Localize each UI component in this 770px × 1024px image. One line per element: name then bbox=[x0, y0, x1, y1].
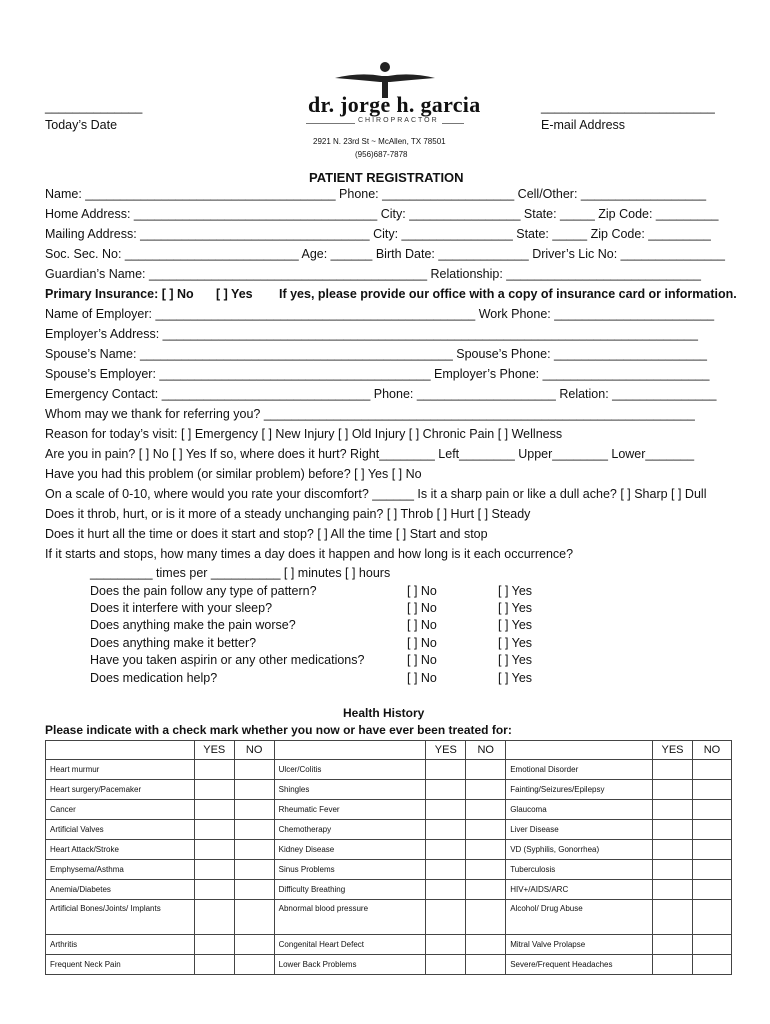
employer-line[interactable]: Name of Employer: ______________________________________________ Work Phone: _______________________ bbox=[45, 307, 715, 321]
condition-label: Liver Disease bbox=[506, 820, 653, 840]
no-checkbox[interactable] bbox=[466, 900, 506, 935]
question-no[interactable]: [ ] No bbox=[407, 618, 437, 632]
condition-label: Severe/Frequent Headaches bbox=[506, 955, 653, 975]
no-checkbox[interactable] bbox=[692, 955, 731, 975]
email-label: E-mail Address bbox=[541, 118, 626, 132]
condition-label: Chemotherapy bbox=[274, 820, 426, 840]
condition-label: Emotional Disorder bbox=[506, 760, 653, 780]
no-checkbox[interactable] bbox=[692, 840, 731, 860]
question-yes[interactable]: [ ] Yes bbox=[498, 618, 533, 632]
occurrence-question: If it starts and stops, how many times a day does it happen and how long is it each occurrence? bbox=[45, 547, 574, 561]
logo-subtitle: CHIROPRACTOR bbox=[355, 117, 442, 124]
no-checkbox[interactable] bbox=[466, 860, 506, 880]
form-title: PATIENT REGISTRATION bbox=[309, 170, 464, 185]
question-no[interactable]: [ ] No bbox=[407, 636, 437, 650]
yes-checkbox[interactable] bbox=[194, 840, 234, 860]
yes-checkbox[interactable] bbox=[653, 860, 693, 880]
guardian-line[interactable]: Guardian’s Name: ________________________________________ Relationship: ____________________________ bbox=[45, 267, 701, 281]
table-row bbox=[46, 935, 732, 955]
condition-label: Abnormal blood pressure bbox=[274, 900, 426, 935]
pain-location-line[interactable]: Are you in pain? [ ] No [ ] Yes If so, where does it hurt? Right________ Left________ Upper________ Lower_______ bbox=[45, 447, 695, 461]
no-checkbox[interactable] bbox=[466, 820, 506, 840]
yes-checkbox[interactable] bbox=[653, 760, 693, 780]
question-no[interactable]: [ ] No bbox=[407, 584, 437, 598]
no-checkbox[interactable] bbox=[692, 760, 731, 780]
table-row bbox=[46, 900, 732, 935]
problem-before-line[interactable]: Have you had this problem (or similar problem) before? [ ] Yes [ ] No bbox=[45, 467, 422, 481]
question-yes[interactable]: [ ] Yes bbox=[498, 671, 533, 685]
pain-frequency-line[interactable]: Does it hurt all the time or does it start and stop? [ ] All the time [ ] Start and stop bbox=[45, 527, 488, 541]
no-checkbox[interactable] bbox=[234, 935, 274, 955]
question-text: Does anything make the pain worse? bbox=[90, 618, 296, 632]
no-checkbox[interactable] bbox=[234, 955, 274, 975]
condition-label: Heart surgery/Pacemaker bbox=[46, 780, 195, 800]
condition-label: Artificial Valves bbox=[46, 820, 195, 840]
no-checkbox[interactable] bbox=[692, 820, 731, 840]
yes-checkbox[interactable] bbox=[426, 840, 466, 860]
ssn-line[interactable]: Soc. Sec. No: _________________________ Age: ______ Birth Date: _____________ Driver’s Lic No: _______________ bbox=[45, 247, 725, 261]
yes-checkbox[interactable] bbox=[194, 955, 234, 975]
name-line[interactable]: Name: ____________________________________ Phone: ___________________ Cell/Other: __________________ bbox=[45, 187, 707, 201]
yes-checkbox[interactable] bbox=[426, 760, 466, 780]
no-checkbox[interactable] bbox=[234, 900, 274, 935]
question-yes[interactable]: [ ] Yes bbox=[498, 636, 533, 650]
table-row bbox=[46, 860, 732, 880]
question-no[interactable]: [ ] No bbox=[407, 653, 437, 667]
table-row bbox=[46, 840, 732, 860]
table-row bbox=[46, 780, 732, 800]
yes-checkbox[interactable] bbox=[653, 780, 693, 800]
no-header: NO bbox=[692, 741, 731, 760]
yes-checkbox[interactable] bbox=[194, 820, 234, 840]
no-checkbox[interactable] bbox=[466, 935, 506, 955]
no-checkbox[interactable] bbox=[234, 780, 274, 800]
condition-label: Rheumatic Fever bbox=[274, 800, 426, 820]
question-text: Does medication help? bbox=[90, 671, 218, 685]
yes-checkbox[interactable] bbox=[426, 780, 466, 800]
yes-header: YES bbox=[653, 741, 693, 760]
employer-address-line[interactable]: Employer’s Address: _____________________________________________________________________________ bbox=[45, 327, 698, 341]
condition-label: Mitral Valve Prolapse bbox=[506, 935, 653, 955]
insurance-yes[interactable]: [ ] Yes bbox=[216, 287, 253, 301]
condition-label: Congenital Heart Defect bbox=[274, 935, 426, 955]
yes-checkbox[interactable] bbox=[653, 900, 693, 935]
condition-label: Anemia/Diabetes bbox=[46, 880, 195, 900]
yes-checkbox[interactable] bbox=[653, 840, 693, 860]
no-checkbox[interactable] bbox=[234, 820, 274, 840]
spouse-employer-line[interactable]: Spouse’s Employer: _______________________________________ Employer’s Phone: ________________________ bbox=[45, 367, 710, 381]
pain-type-line[interactable]: Does it throb, hurt, or is it more of a steady unchanging pain? [ ] Throb [ ] Hurt [ ] Steady bbox=[45, 507, 531, 521]
no-checkbox[interactable] bbox=[234, 880, 274, 900]
visit-reason-line[interactable]: Reason for today’s visit: [ ] Emergency [ ] New Injury [ ] Old Injury [ ] Chronic Pain [ ] Wellness bbox=[45, 427, 563, 441]
condition-label: Tuberculosis bbox=[506, 860, 653, 880]
condition-label: Heart Attack/Stroke bbox=[46, 840, 195, 860]
table-header-row bbox=[46, 741, 732, 760]
table-row bbox=[46, 880, 732, 900]
yes-checkbox[interactable] bbox=[426, 860, 466, 880]
condition-label: Lower Back Problems bbox=[274, 955, 426, 975]
no-checkbox[interactable] bbox=[466, 760, 506, 780]
condition-label: HIV+/AIDS/ARC bbox=[506, 880, 653, 900]
times-per-line[interactable]: _________ times per __________ [ ] minutes [ ] hours bbox=[90, 566, 391, 580]
condition-label: Emphysema/Asthma bbox=[46, 860, 195, 880]
no-checkbox[interactable] bbox=[692, 860, 731, 880]
no-checkbox[interactable] bbox=[234, 760, 274, 780]
home-address-line[interactable]: Home Address: ___________________________________ City: ________________ State: _____ Zip Code: _________ bbox=[45, 207, 719, 221]
yes-checkbox[interactable] bbox=[426, 900, 466, 935]
yes-checkbox[interactable] bbox=[194, 780, 234, 800]
yes-checkbox[interactable] bbox=[426, 935, 466, 955]
mailing-address-line[interactable]: Mailing Address: _________________________________ City: ________________ State: _____ Zip Code: _________ bbox=[45, 227, 711, 241]
condition-label: Arthritis bbox=[46, 935, 195, 955]
no-checkbox[interactable] bbox=[692, 900, 731, 935]
yes-checkbox[interactable] bbox=[194, 800, 234, 820]
yes-checkbox[interactable] bbox=[653, 935, 693, 955]
question-yes[interactable]: [ ] Yes bbox=[498, 601, 533, 615]
question-no[interactable]: [ ] No bbox=[407, 601, 437, 615]
condition-label: Shingles bbox=[274, 780, 426, 800]
pain-scale-line[interactable]: On a scale of 0-10, where would you rate your discomfort? ______ Is it a sharp pain or like a dull ache? [ ] Sharp [ ] Dull bbox=[45, 487, 707, 501]
no-header: NO bbox=[234, 741, 274, 760]
yes-checkbox[interactable] bbox=[426, 955, 466, 975]
no-checkbox[interactable] bbox=[234, 800, 274, 820]
office-address: 2921 N. 23rd St ~ McAllen, TX 78501 bbox=[313, 137, 446, 146]
no-checkbox[interactable] bbox=[466, 800, 506, 820]
yes-checkbox[interactable] bbox=[426, 800, 466, 820]
table-row bbox=[46, 760, 732, 780]
no-checkbox[interactable] bbox=[466, 780, 506, 800]
no-header: NO bbox=[466, 741, 506, 760]
email-blank[interactable]: _________________________ bbox=[541, 100, 715, 114]
yes-checkbox[interactable] bbox=[653, 955, 693, 975]
no-checkbox[interactable] bbox=[234, 860, 274, 880]
yes-checkbox[interactable] bbox=[194, 860, 234, 880]
yes-checkbox[interactable] bbox=[426, 820, 466, 840]
yes-checkbox[interactable] bbox=[653, 880, 693, 900]
condition-label: Artificial Bones/Joints/ Implants bbox=[46, 900, 195, 935]
office-phone: (956)687-7878 bbox=[355, 150, 408, 159]
table-row bbox=[46, 800, 732, 820]
no-checkbox[interactable] bbox=[234, 840, 274, 860]
question-yes[interactable]: [ ] Yes bbox=[498, 653, 533, 667]
yes-checkbox[interactable] bbox=[653, 820, 693, 840]
date-label: Today’s Date bbox=[45, 118, 118, 132]
health-history-title: Health History bbox=[343, 706, 425, 720]
yes-checkbox[interactable] bbox=[194, 880, 234, 900]
no-checkbox[interactable] bbox=[692, 880, 731, 900]
no-checkbox[interactable] bbox=[692, 780, 731, 800]
yes-checkbox[interactable] bbox=[194, 900, 234, 935]
yes-checkbox[interactable] bbox=[194, 760, 234, 780]
yes-checkbox[interactable] bbox=[426, 880, 466, 900]
condition-label: Heart murmur bbox=[46, 760, 195, 780]
condition-label: Cancer bbox=[46, 800, 195, 820]
condition-label: Alcohol/ Drug Abuse bbox=[506, 900, 653, 935]
no-checkbox[interactable] bbox=[692, 935, 731, 955]
logo-name: dr. jorge h. garcia bbox=[308, 92, 481, 117]
condition-label: Fainting/Seizures/Epilepsy bbox=[506, 780, 653, 800]
yes-header: YES bbox=[426, 741, 466, 760]
table-row bbox=[46, 820, 732, 840]
no-checkbox[interactable] bbox=[692, 800, 731, 820]
yes-header: YES bbox=[194, 741, 234, 760]
health-history-table bbox=[45, 740, 732, 975]
referral-line[interactable]: Whom may we thank for referring you? ______________________________________________________________ bbox=[45, 407, 695, 421]
insurance-note: If yes, please provide our office with a copy of insurance card or information. bbox=[279, 287, 737, 301]
condition-label: Frequent Neck Pain bbox=[46, 955, 195, 975]
no-checkbox[interactable] bbox=[466, 955, 506, 975]
condition-label: Sinus Problems bbox=[274, 860, 426, 880]
question-yes[interactable]: [ ] Yes bbox=[498, 584, 533, 598]
no-checkbox[interactable] bbox=[466, 880, 506, 900]
question-text: Does the pain follow any type of pattern? bbox=[90, 584, 317, 598]
question-no[interactable]: [ ] No bbox=[407, 671, 437, 685]
no-checkbox[interactable] bbox=[466, 840, 506, 860]
condition-label: Difficulty Breathing bbox=[274, 880, 426, 900]
condition-label: VD (Syphilis, Gonorrhea) bbox=[506, 840, 653, 860]
date-blank[interactable]: ______________ bbox=[45, 100, 143, 114]
question-text: Does anything make it better? bbox=[90, 636, 257, 650]
yes-checkbox[interactable] bbox=[194, 935, 234, 955]
condition-label: Ulcer/Colitis bbox=[274, 760, 426, 780]
condition-label: Kidney Disease bbox=[274, 840, 426, 860]
insurance-label[interactable]: Primary Insurance: [ ] No bbox=[45, 287, 194, 301]
yes-checkbox[interactable] bbox=[653, 800, 693, 820]
question-text: Does it interfere with your sleep? bbox=[90, 601, 273, 615]
condition-label: Glaucoma bbox=[506, 800, 653, 820]
health-history-instruction: Please indicate with a check mark whether you now or have ever been treated for: bbox=[45, 723, 512, 737]
emergency-contact-line[interactable]: Emergency Contact: ______________________________ Phone: ____________________ Relation: _______________ bbox=[45, 387, 717, 401]
spouse-name-line[interactable]: Spouse’s Name: _____________________________________________ Spouse’s Phone: ______________________ bbox=[45, 347, 707, 361]
question-text: Have you taken aspirin or any other medications? bbox=[90, 653, 365, 667]
table-row bbox=[46, 955, 732, 975]
